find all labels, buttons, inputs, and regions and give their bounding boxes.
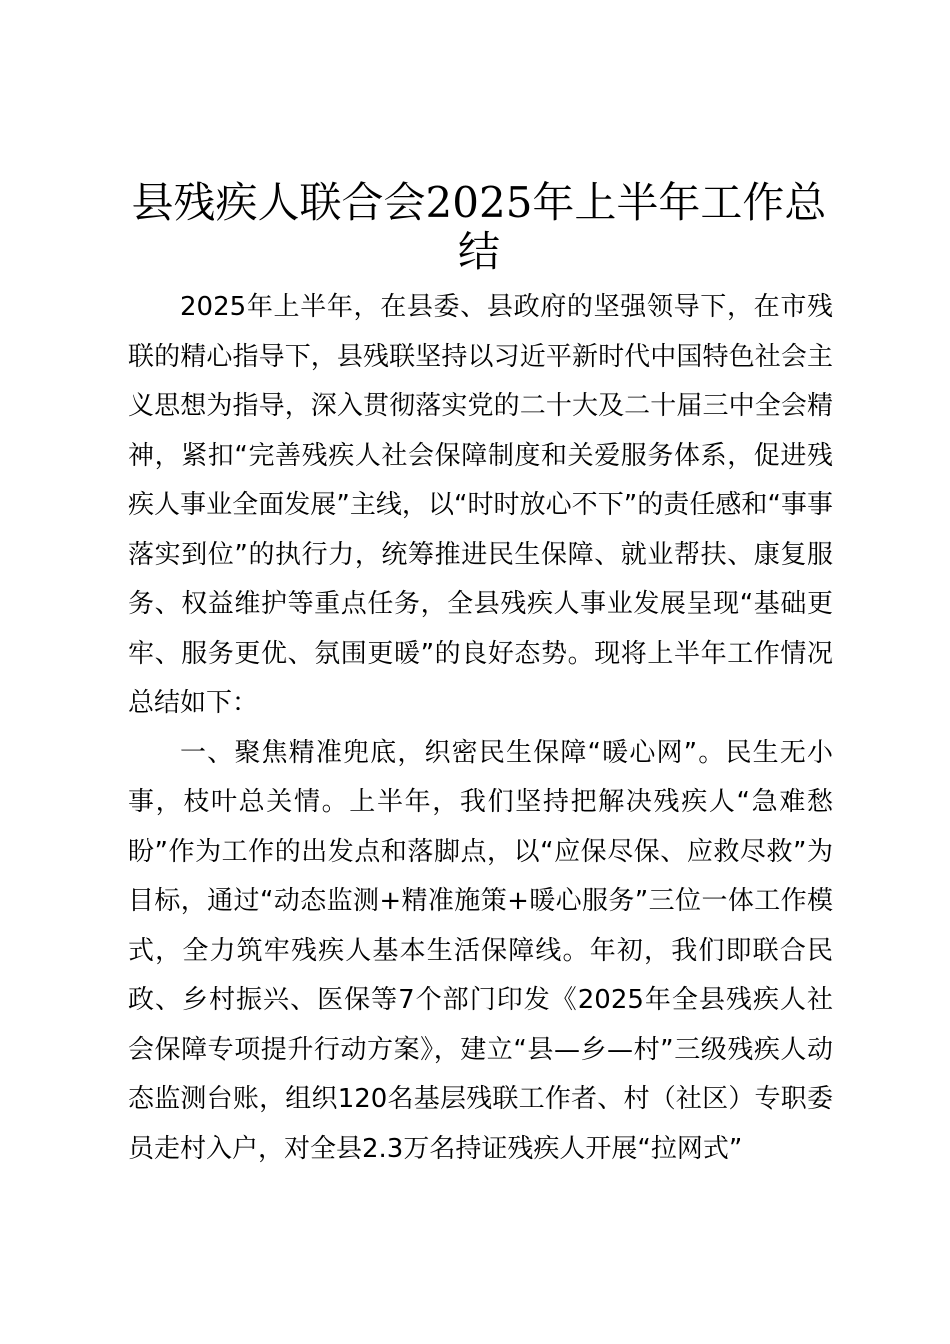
body-paragraph-intro: 2025年上半年，在县委、县政府的坚强领导下，在市残联的精心指导下，县残联坚持以习近平新时代中国特色社会主义思想为指导，深入贯彻落实党的二十大及二十届三中全会精神，紧扣“完善残疾人社会保障制度和关爱服务体系，促进残疾人事业全面发展”主线，以“时时放心不下”的责任感和“事事落实到位”的执行力，统筹推进民生保障、就业帮扶、康复服务、权益维护等重点任务，全县残疾人事业发展呈现“基础更牢、服务更优、氛围更暖”的良好态势。现将上半年工作情况总结如下： — [128, 292, 833, 718]
body-paragraph-section-1: 一、聚焦精准兜底，织密民生保障“暖心网”。民生无小事，枝叶总关情。上半年，我们坚持把解决残疾人“急难愁盼”作为工作的出发点和落脚点，以“应保尽保、应救尽救”为目标，通过“动态监测+精准施策+暖心服务”三位一体工作模式，全力筑牢残疾人基本生活保障线。年初，我们即联合民政、乡村振兴、医保等7个部门印发《2025年全县残疾人社会保障专项提升行动方案》，建立“县—乡—村”三级残疾人动态监测台账，组织120名基层残联工作者、村（社区）专职委员走村入户，对全县2.3万名持证残疾人开展“拉网式” — [128, 737, 833, 1164]
document-title: 县残疾人联合会2025年上半年工作总结 — [131, 178, 827, 276]
document-body — [128, 283, 833, 1174]
